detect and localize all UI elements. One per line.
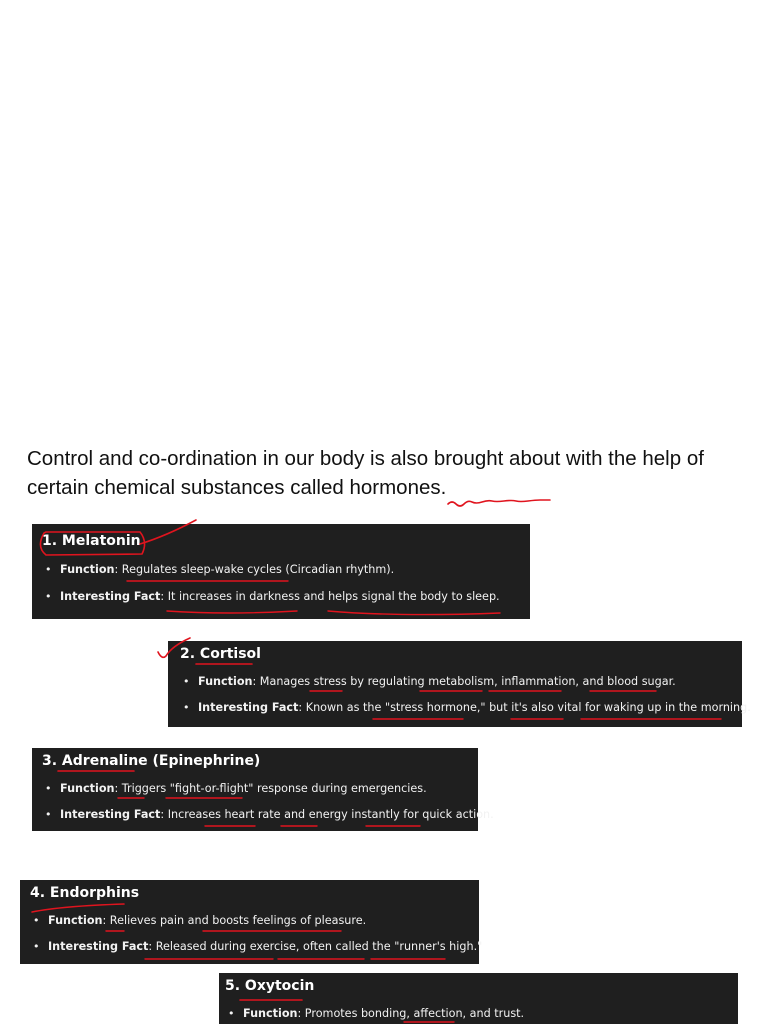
card-list xyxy=(225,1007,732,1020)
card-list xyxy=(42,563,520,603)
card-title: 5. Oxytocin xyxy=(225,978,315,994)
bullet-icon: • xyxy=(45,808,52,821)
bullet-icon: • xyxy=(45,563,52,576)
hormone-card-endorphins xyxy=(20,880,483,964)
function-item: • Function: Triggers "fight-or-flight" response during emergencies. xyxy=(45,782,427,795)
fact-item: • Interesting Fact: Released during exercise, often called the "runner's high." xyxy=(33,940,483,953)
hormone-card-adrenaline xyxy=(32,748,494,831)
bullet-icon: • xyxy=(45,590,52,603)
card-list xyxy=(42,782,494,821)
card-title: 4. Endorphins xyxy=(30,885,140,901)
bullet-icon: • xyxy=(183,675,190,688)
card-list xyxy=(30,914,483,953)
bullet-icon: • xyxy=(183,701,190,714)
card-title: 3. Adrenaline (Epinephrine) xyxy=(42,753,261,769)
card-title: 1. Melatonin xyxy=(42,533,141,549)
bullet-icon: • xyxy=(33,940,40,953)
function-item: • Function: Regulates sleep-wake cycles (Circadian rhythm). xyxy=(45,563,395,576)
fact-item: • Interesting Fact: Increases heart rate and energy instantly for quick action. xyxy=(45,808,494,821)
bullet-icon: • xyxy=(33,914,40,927)
bullet-icon: • xyxy=(45,782,52,795)
card-title: 2. Cortisol xyxy=(180,646,261,662)
hormone-card-melatonin xyxy=(32,524,530,619)
hormone-card-oxytocin xyxy=(219,973,738,1024)
fact-item: • Interesting Fact: Known as the "stress hormone," but it's also vital for waking up in the morning. xyxy=(183,701,751,714)
function-item: • Function: Promotes bonding, affection, and trust. xyxy=(228,1007,525,1020)
bullet-icon: • xyxy=(228,1007,235,1020)
card-list xyxy=(180,675,751,714)
intro-paragraph: Control and co-ordination in our body is also brought about with the help of certain chemical substances called hormones. xyxy=(27,447,704,499)
function-item: • Function: Relieves pain and boosts feelings of pleasure. xyxy=(33,914,367,927)
hormone-card-cortisol xyxy=(168,641,751,727)
function-item: • Function: Manages stress by regulating metabolism, inflammation, and blood sugar. xyxy=(183,675,676,688)
fact-item: • Interesting Fact: It increases in darkness and helps signal the body to sleep. xyxy=(45,590,500,603)
